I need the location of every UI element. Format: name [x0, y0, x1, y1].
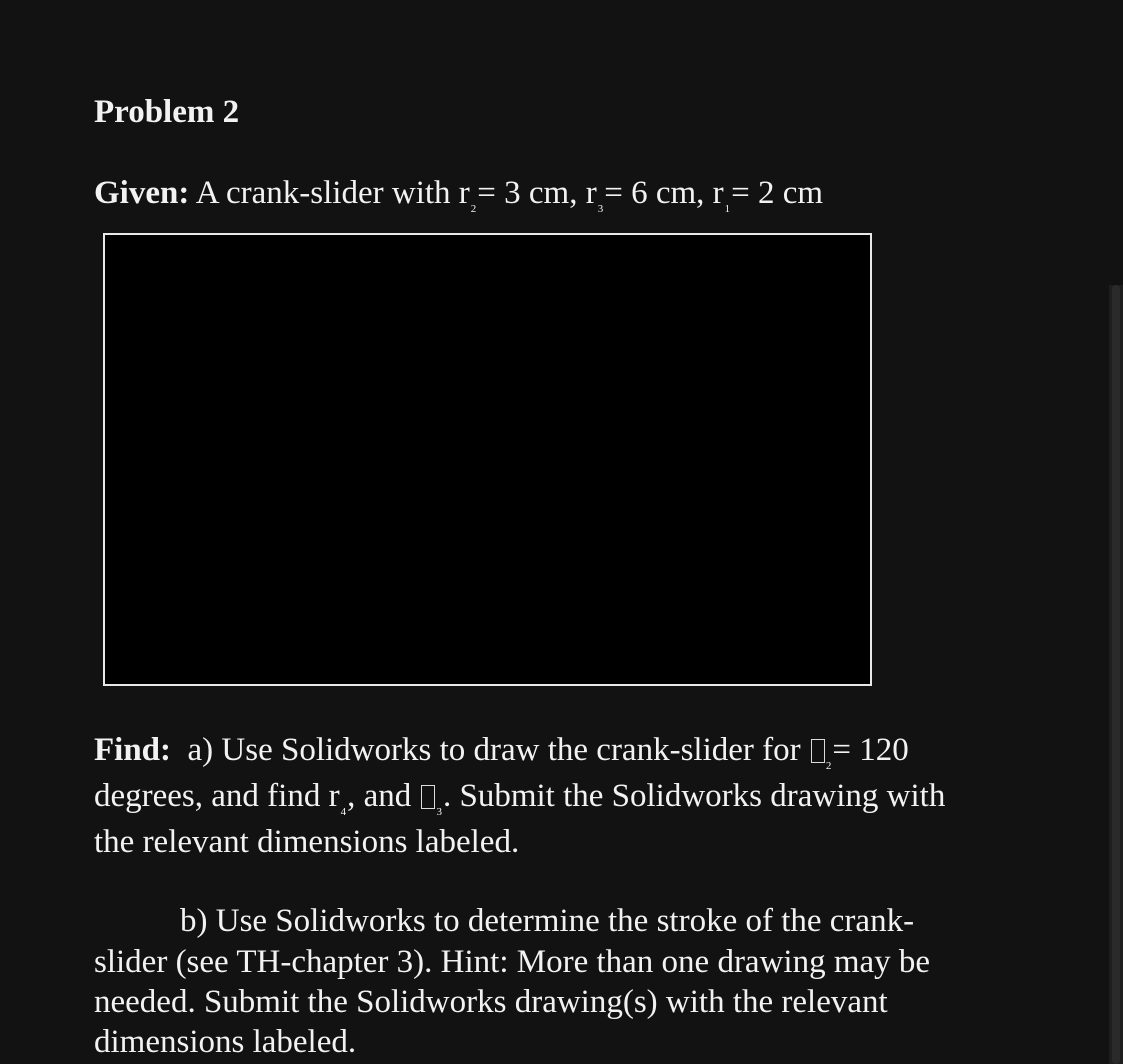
- find-line1-text-2: = 120: [832, 732, 909, 768]
- subscript-theta2: 2: [825, 760, 832, 772]
- part-b-line-4: dimensions labeled.: [94, 1024, 357, 1060]
- problem-heading: Problem 2: [94, 94, 240, 130]
- given-label: Given:: [94, 175, 190, 211]
- given-text-4: = 2 cm: [731, 175, 824, 211]
- find-line-2: [94, 776, 945, 818]
- subscript-theta3: 3: [436, 806, 442, 818]
- subscript-r3: 3: [597, 203, 604, 215]
- find-label: Find:: [94, 732, 172, 768]
- subscript-r4: 4: [340, 806, 347, 818]
- given-text-3: = 6 cm, r: [604, 175, 724, 211]
- theta-glyph-icon: [421, 785, 435, 809]
- part-b-line-1: b) Use Solidworks to determine the stroke of the crank-: [180, 903, 915, 939]
- find-line2-text-3: . Submit the Solidworks drawing with: [442, 778, 946, 814]
- find-line-3: the relevant dimensions labeled.: [94, 824, 520, 860]
- theta-glyph-icon: [811, 739, 825, 763]
- find-line1-text-1: a) Use Solidworks to draw the crank-slider for: [187, 732, 801, 768]
- find-line2-text-1: degrees, and find r: [94, 778, 340, 814]
- given-text-2: = 3 cm, r: [477, 175, 597, 211]
- scrollbar-thumb[interactable]: [1112, 285, 1120, 1064]
- vertical-scrollbar[interactable]: [1109, 285, 1123, 1064]
- subscript-r2: 2: [470, 203, 477, 215]
- part-b-line-3: needed. Submit the Solidworks drawing(s) with the relevant: [94, 984, 888, 1020]
- find-line2-text-2: , and: [347, 778, 412, 814]
- given-statement: [94, 173, 823, 215]
- subscript-r1: 1: [724, 203, 731, 215]
- given-text-1: A crank-slider with r: [195, 175, 470, 211]
- find-line-1: [94, 730, 909, 772]
- figure-placeholder: [103, 233, 872, 686]
- part-b-line-2: slider (see TH-chapter 3). Hint: More than one drawing may be: [94, 944, 931, 980]
